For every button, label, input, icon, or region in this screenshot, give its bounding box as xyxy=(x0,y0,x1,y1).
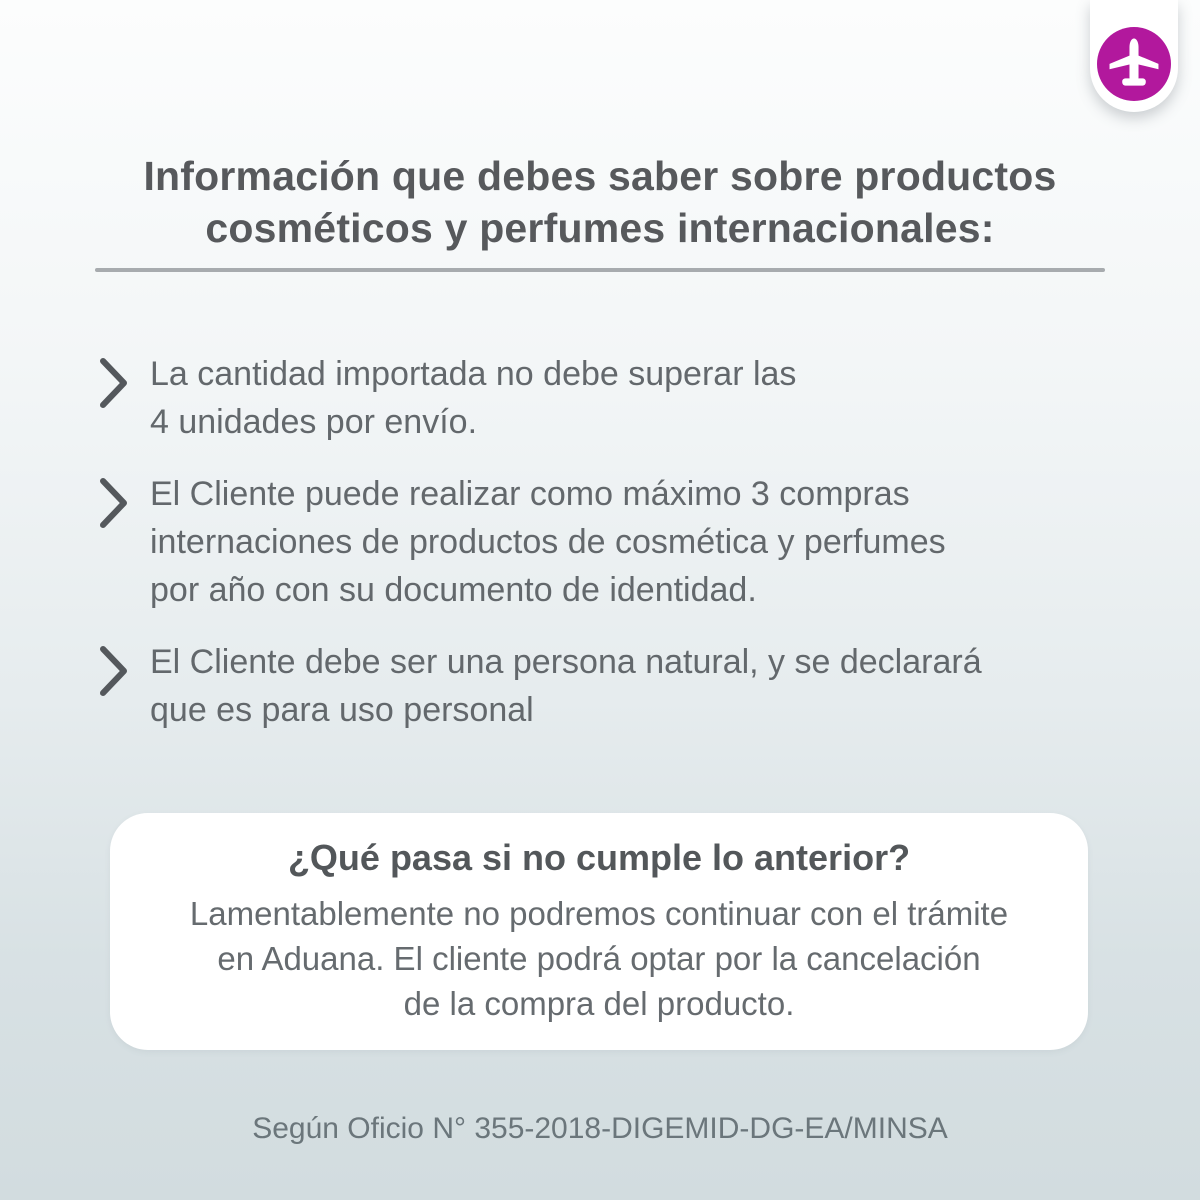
bullet-item-purchases xyxy=(98,470,1145,614)
page-title-line: cosméticos y perfumes internacionales: xyxy=(205,205,995,251)
info-card-body-line: Lamentablemente no podremos continuar con el trámite xyxy=(189,895,1009,932)
info-card-title: ¿Qué pasa si no cumple lo anterior? xyxy=(287,837,911,878)
airplane-icon xyxy=(1105,33,1163,96)
footer-citation: Según Oficio N° 355-2018-DIGEMID-DG-EA/MINSA xyxy=(252,1112,948,1145)
info-card-body-line: en Aduana. El cliente podrá optar por la cancelación xyxy=(217,940,981,977)
chevron-right-icon xyxy=(98,644,130,698)
bullet-list xyxy=(98,350,1145,758)
title-divider xyxy=(95,268,1105,272)
bullet-line: La cantidad importada no debe superar las xyxy=(150,355,797,393)
bullet-item-quantity xyxy=(98,350,1145,446)
info-card xyxy=(110,813,1088,1050)
bullet-line: que es para uso personal xyxy=(150,691,534,729)
info-card-body xyxy=(150,891,1048,1026)
bullet-line: El Cliente debe ser una persona natural, y se declarará xyxy=(150,643,982,681)
page-title-line: Información que debes saber sobre productos xyxy=(143,153,1057,199)
bullet-text xyxy=(150,350,796,446)
bullet-line: 4 unidades por envío. xyxy=(150,403,478,441)
bullet-line: internaciones de productos de cosmética y perfumes xyxy=(150,523,946,561)
bullet-line: El Cliente puede realizar como máximo 3 compras xyxy=(150,475,910,513)
bullet-text xyxy=(150,638,982,734)
chevron-right-icon xyxy=(98,356,130,410)
page-title xyxy=(50,150,1150,254)
bullet-text xyxy=(150,470,946,614)
chevron-right-icon xyxy=(98,476,130,530)
brand-circle xyxy=(1097,27,1171,101)
brand-pill xyxy=(1090,0,1178,112)
info-card-body-line: de la compra del producto. xyxy=(403,985,795,1022)
bullet-item-natural-person xyxy=(98,638,1145,734)
bullet-line: por año con su documento de identidad. xyxy=(150,571,757,609)
